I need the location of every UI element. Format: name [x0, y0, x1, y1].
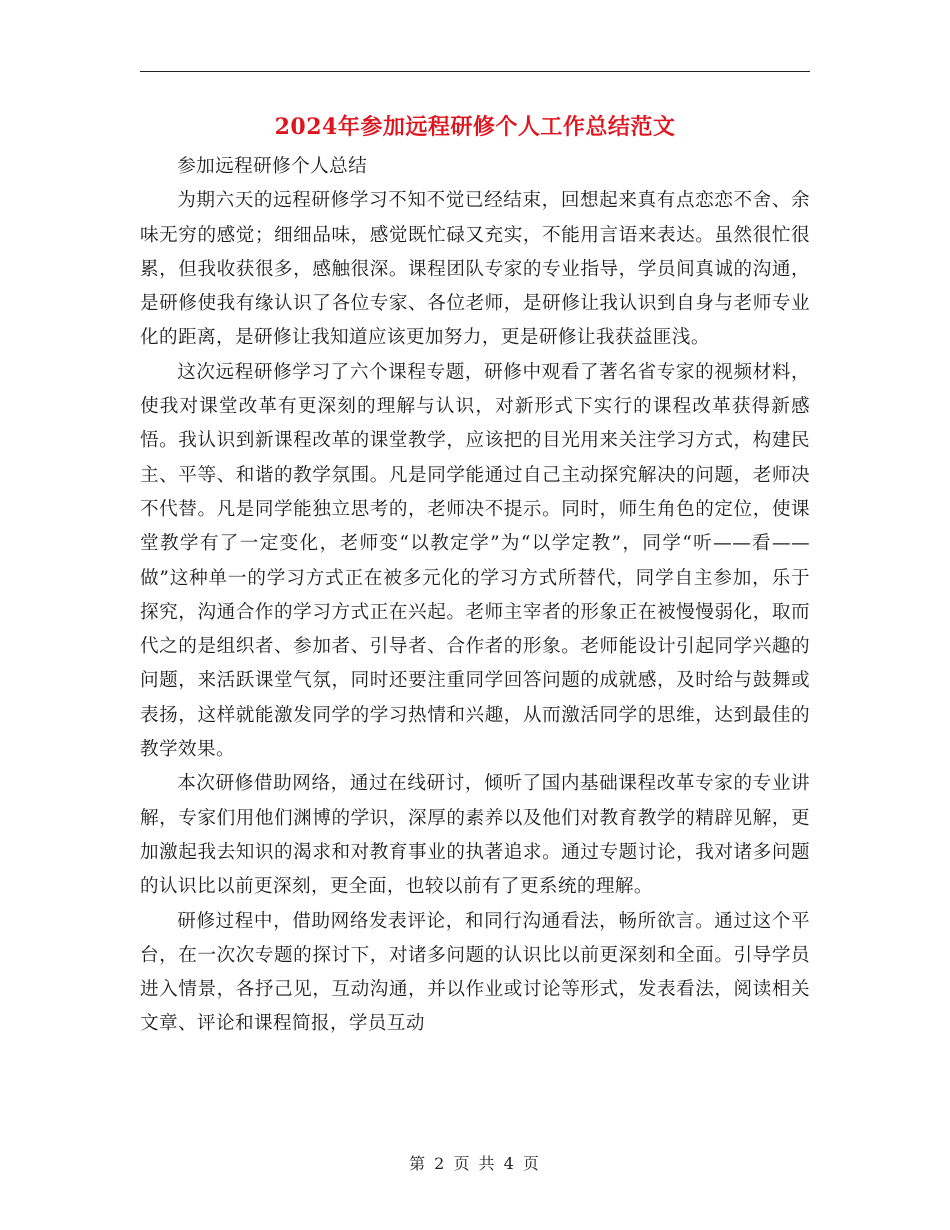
paragraph-1: 为期六天的远程研修学习不知不觉已经结束，回想起来真有点恋恋不舍、余味无穷的感觉；细细品味，感觉既忙碌又充实，不能用言语来表达。虽然很忙很累，但我收获很多，感触很深。课程团队专家的专业指导，学员间真诚的沟通，是研修使我有缘认识了各位专家、各位老师，是研修让我认识到自身与老师专业化的距离，是研修让我知道应该更加努力，更是研修让我获益匪浅。: [140, 190, 810, 349]
document-title: 2024年参加远程研修个人工作总结范文: [274, 114, 676, 140]
paragraph-2: 这次远程研修学习了六个课程专题，研修中观看了著名省专家的视频材料，使我对课堂改革有更深刻的理解与认识，对新形式下实行的课程改革获得新感悟。我认识到新课程改革的课堂教学，应该把的目光用来关注学习方式，构建民主、平等、和谐的教学氛围。凡是同学能通过自己主动探究解决的问题，老师决不代替。凡是同学能独立思考的，老师决不提示。同时，师生角色的定位，使课堂教学有了一定变化，老师变“以教定学”为“以学定教”，同学“听——看——做”这种单一的学习方式正在被多元化的学习方式所替代，同学自主参加，乐于探究，沟通合作的学习方式正在兴起。老师主宰者的形象正在被慢慢弱化，取而代之的是组织者、参加者、引导者、合作者的形象。老师能设计引起同学兴趣的问题，来活跃课堂气氛，同时还要注重同学回答问题的成就感，及时给与鼓舞或表扬，这样就能激发同学的学习热情和兴趣，从而激活同学的思维，达到最佳的教学效果。: [140, 361, 810, 761]
header-rule: [140, 71, 810, 72]
paragraph-4: 研修过程中，借助网络发表评论，和同行沟通看法，畅所欲言。通过这个平台，在一次次专题的探讨下，对诸多问题的认识比以前更深刻和全面。引导学员进入情景，各抒己见，互动沟通，并以作业或讨论等形式，发表看法，阅读相关文章、评论和课程简报，学员互动: [140, 910, 810, 1035]
document-subtitle: 参加远程研修个人总结: [177, 156, 368, 177]
document-body: [140, 150, 810, 1042]
paragraph-3: 本次研修借助网络，通过在线研讨，倾听了国内基础课程改革专家的专业讲解，专家们用他们渊博的学识，深厚的素养以及他们对教育教学的精辟见解，更加激起我去知识的渴求和对教育事业的执著追求。通过专题讨论，我对诸多问题的认识比以前更深刻，更全面，也较以前有了更系统的理解。: [140, 773, 810, 898]
page-number-footer: 第 2 页 共 4 页: [409, 1154, 541, 1173]
